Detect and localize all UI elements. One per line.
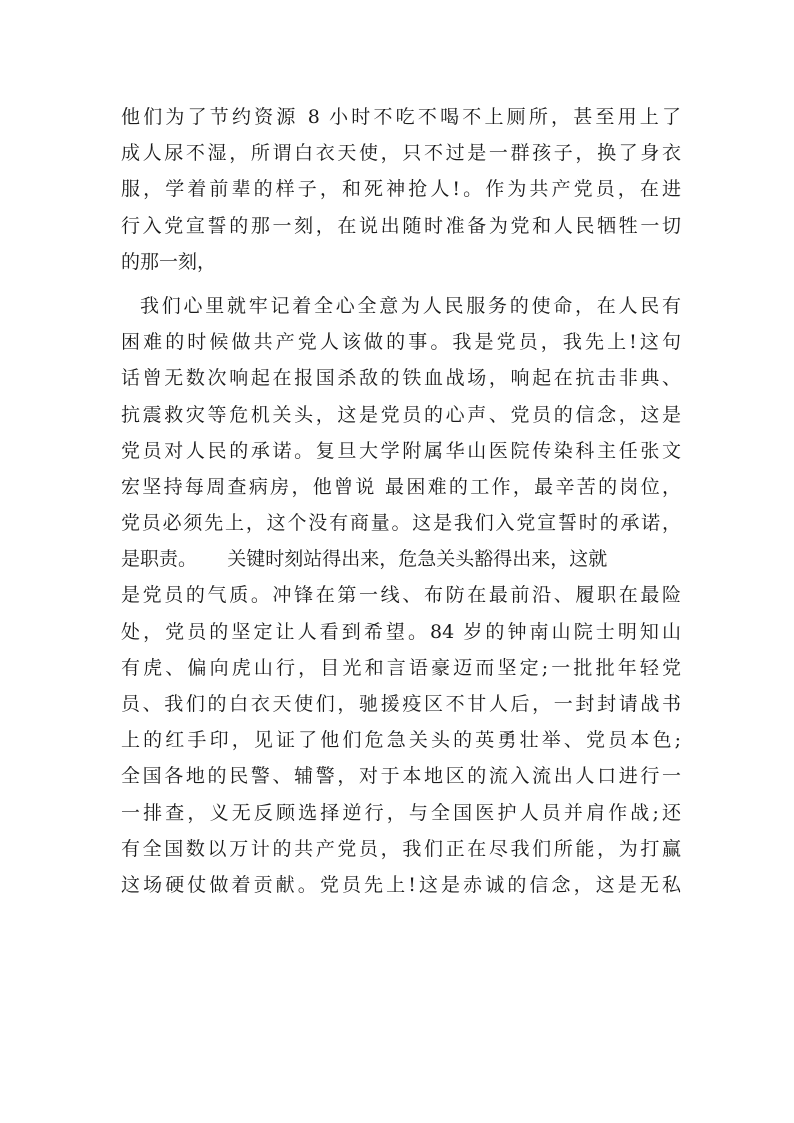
text-line: 上的红手印，见证了他们危急关头的英勇壮举、党员本色; (121, 729, 681, 752)
document-body (121, 99, 681, 903)
text-line: 困难的时候做共产党人该做的事。我是党员，我先上!这句 (121, 331, 681, 354)
text-line: 党员必须先上，这个没有商量。这是我们入党宣誓时的承诺， (121, 512, 681, 535)
text-line: 一排查，义无反顾选择逆行，与全国医护人员并肩作战;还 (121, 801, 681, 824)
text-line: 有全国数以万计的共产党员，我们正在尽我们所能，为打赢 (121, 837, 681, 860)
text-line: 话曾无数次响起在报国杀敌的铁血战场，响起在抗击非典、 (121, 367, 681, 390)
text-line: 他们为了节约资源 8 小时不吃不喝不上厕所，甚至用上了 (121, 106, 681, 128)
text-line: 成人尿不湿，所谓白衣天使，只不过是一群孩子，换了身衣 (121, 142, 681, 165)
text-line: 行入党宣誓的那一刻，在说出随时准备为党和人民牺牲一切 (121, 214, 681, 237)
text-line: 是党员的气质。冲锋在第一线、布防在最前沿、履职在最险 (121, 584, 681, 607)
text-line: 处，党员的坚定让人看到希望。84 岁的钟南山院士明知山 (121, 620, 681, 643)
text-line: 这场硬仗做着贡献。党员先上!这是赤诚的信念，这是无私 (121, 873, 681, 896)
text-line: 党员对人民的承诺。复旦大学附属华山医院传染科主任张文 (121, 439, 681, 462)
text-line: 抗震救灾等危机关头，这是党员的心声、党员的信念，这是 (121, 403, 681, 426)
text-line: 是职责。 关键时刻站得出来，危急关头豁得出来，这就 (121, 548, 608, 571)
text-line: 全国各地的民警、辅警，对于本地区的流入流出人口进行一 (121, 765, 681, 788)
text-line: 服，学着前辈的样子，和死神抢人!。作为共产党员，在进 (121, 178, 681, 201)
paragraph-2 (121, 288, 681, 903)
text-line: 员、我们的白衣天使们，驰援疫区不甘人后，一封封请战书 (121, 693, 681, 715)
text-line: 的那一刻， (121, 250, 217, 273)
text-line: 我们心里就牢记着全心全意为人民服务的使命，在人民有 (140, 294, 681, 317)
text-line: 有虎、偏向虎山行，目光和言语豪迈而坚定;一批批年轻党 (121, 656, 681, 679)
paragraph-1 (121, 99, 681, 280)
text-line: 宏坚持每周查病房，他曾说 最困难的工作，最辛苦的岗位， (121, 475, 681, 498)
